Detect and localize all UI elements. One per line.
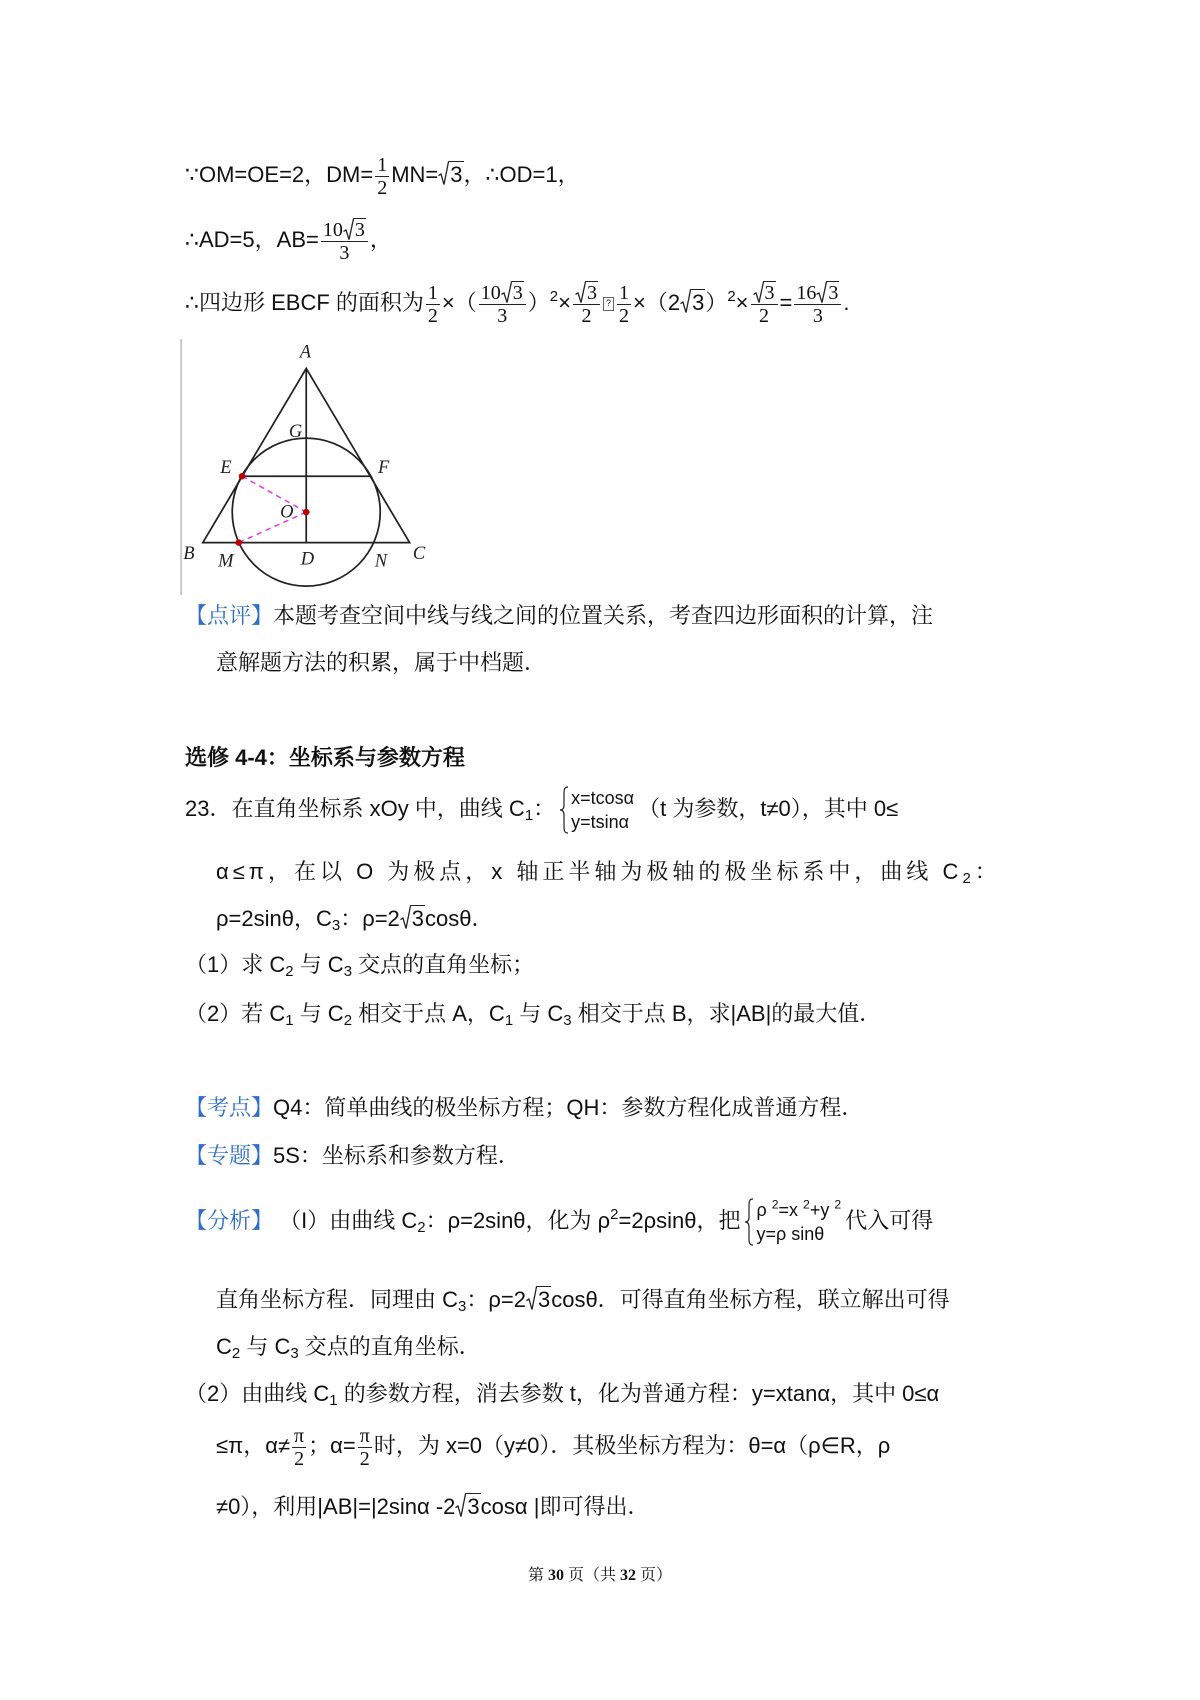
text-run: π — [359, 1424, 370, 1447]
missing-glyph-box: ? — [603, 297, 614, 311]
fraction — [617, 282, 631, 327]
text-run: 时，为 x=0（y≠0）．其极坐标方程为：θ=α（ρ∈R，ρ — [373, 1433, 891, 1458]
radical-sign-icon — [526, 1286, 537, 1311]
text-run: 3 — [339, 242, 350, 265]
text-run: 1 — [377, 153, 388, 176]
fraction-numerator — [321, 218, 368, 241]
text-run: 交点的直角坐标； — [352, 952, 535, 977]
text-run: =2ρsinθ，把 — [618, 1208, 741, 1233]
radicand: 3 — [586, 282, 597, 305]
radicand: 3 — [467, 1494, 480, 1519]
text-run: ≠0），利用|AB|= — [216, 1494, 371, 1519]
text-run: ） — [705, 290, 728, 315]
subscript: 1 — [524, 807, 534, 825]
equation-row — [756, 1222, 841, 1246]
radicand: 3 — [764, 282, 775, 305]
text-run: 3 — [497, 305, 508, 328]
text-run: （2）若 C — [185, 1001, 286, 1026]
text-run: （I）由曲线 C — [273, 1208, 418, 1233]
fraction-denominator — [479, 304, 526, 327]
text-run: 相交于点 B，求|AB|的最大值． — [571, 1001, 882, 1026]
text-run: ∴四边形 EBCF 的面积为 — [185, 290, 424, 315]
fraction-numerator — [794, 281, 841, 304]
radical-sign-icon — [680, 289, 691, 314]
subscript: 2 — [285, 963, 294, 981]
review-line-2 — [216, 648, 546, 678]
text-run: ；α= — [308, 1433, 356, 1458]
text-run: 10 — [322, 219, 343, 242]
text-run: 2 — [581, 305, 592, 328]
fraction — [375, 154, 389, 199]
text-run: （1）求 C — [185, 952, 286, 977]
equation-row — [571, 786, 634, 810]
fraction — [573, 281, 600, 327]
radical-sign-icon — [753, 281, 764, 304]
text-run: 交点的直角坐标． — [298, 1334, 481, 1359]
text-run: ，∴OD=1， — [463, 162, 580, 187]
text-run: MN= — [391, 162, 439, 187]
label-a: A — [299, 342, 312, 363]
square-root — [680, 289, 705, 314]
analysis-tag: 【分析】 — [185, 1208, 274, 1233]
superscript: 2 — [803, 1197, 810, 1212]
text-run: y=tsinα — [571, 812, 630, 833]
subscript: 3 — [458, 1298, 467, 1316]
text-run: 23．在直角坐标系 xOy 中，曲线 C — [185, 796, 525, 821]
solution-line-area — [185, 281, 850, 328]
text-run: ：ρ=2 — [466, 1287, 526, 1312]
text-run: 即可得出． — [539, 1494, 650, 1519]
subscript: 1 — [504, 1012, 514, 1030]
superscript: 2 — [727, 288, 736, 306]
square-root — [753, 281, 776, 304]
fraction — [794, 281, 841, 327]
fraction — [426, 282, 440, 327]
fraction-numerator — [358, 1425, 372, 1447]
subscript: 3 — [563, 1012, 572, 1030]
problem-line-2 — [216, 857, 1001, 887]
text-run: . — [843, 290, 850, 315]
square-root — [526, 1286, 551, 1311]
analysis-line-6 — [216, 1492, 649, 1522]
radicand: 3 — [450, 162, 463, 187]
square-root — [455, 1493, 480, 1518]
text-run: 2 — [359, 1447, 370, 1470]
analysis-line-3 — [216, 1332, 481, 1362]
analysis-line-5 — [216, 1424, 891, 1470]
analysis-line-1 — [185, 1197, 934, 1245]
fraction — [751, 281, 778, 327]
text-run: cosθ． — [425, 906, 494, 931]
geometry-figure — [180, 338, 439, 597]
review-text-2: 意解题方法的积累，属于中档题． — [216, 650, 547, 675]
text-run: 1 — [618, 281, 629, 304]
review-text-1: 本题考查空间中线与线之间的位置关系，考查四边形面积的计算，注 — [273, 603, 934, 628]
footer-middle: 页（共 — [563, 1567, 620, 1584]
review-line-1 — [185, 601, 933, 631]
zhuanti-line — [185, 1141, 520, 1171]
fraction-numerator — [573, 281, 600, 304]
radicand: 3 — [512, 282, 523, 305]
subscript: 3 — [331, 917, 341, 935]
text-run: |2sinα -2 — [370, 1494, 456, 1519]
fraction-denominator — [426, 304, 440, 327]
text-run: 2 — [294, 1447, 305, 1470]
left-brace-icon — [744, 1198, 754, 1246]
point-o — [303, 509, 310, 516]
footer-suffix: 页） — [636, 1567, 673, 1584]
fraction-numerator — [426, 282, 440, 304]
fraction-denominator — [358, 1447, 372, 1470]
text-run: ： — [533, 796, 556, 821]
problem-question-1 — [185, 950, 534, 980]
radical-sign-icon — [575, 281, 586, 304]
label-f: F — [378, 457, 390, 478]
text-run: 的参数方程，消去参数 t，化为普通方程：y=xtanα，其中 0≤α — [337, 1381, 940, 1406]
review-tag: 【点评】 — [185, 603, 274, 628]
solution-line-ad-ab — [185, 219, 392, 265]
text-run: 10 — [480, 282, 501, 305]
text-run: 1 — [427, 281, 438, 304]
superscript: 2 — [834, 1197, 842, 1212]
text-run: ×（ — [441, 290, 477, 315]
text-run: 相交于点 A，C — [352, 1001, 505, 1026]
dashed-eo — [242, 476, 306, 512]
footer-prefix: 第 — [527, 1567, 548, 1584]
page-footer — [0, 1562, 1200, 1585]
subscript: 2 — [417, 1219, 426, 1237]
text-run: ×（2 — [632, 290, 681, 315]
analysis-line-2 — [216, 1285, 950, 1315]
equation-system — [559, 786, 634, 834]
problem-line-3 — [216, 904, 494, 934]
analysis-line-4 — [185, 1379, 939, 1409]
square-root — [816, 281, 839, 304]
text-run: 2 — [618, 304, 629, 327]
superscript: 2 — [610, 1206, 619, 1224]
fraction-denominator — [617, 304, 631, 327]
text-run: α≤π，在以 O 为极点，x 轴正半轴为极轴的极坐标系中，曲线 C — [216, 859, 963, 884]
label-d: D — [300, 549, 315, 570]
subscript: 3 — [343, 963, 353, 981]
text-run: × — [558, 290, 571, 315]
text-run: ：ρ=2 — [340, 906, 400, 931]
text-run: ：ρ=2sinθ，化为 ρ — [425, 1208, 611, 1233]
text-run: 与 C — [293, 1001, 344, 1026]
radical-sign-icon — [343, 218, 354, 241]
point-e — [239, 473, 246, 480]
text-run: ρ — [756, 1200, 772, 1221]
text-run: 2 — [377, 176, 388, 199]
superscript: 2 — [771, 1197, 779, 1212]
subscript: 2 — [343, 1012, 353, 1030]
superscript: 2 — [549, 288, 559, 306]
text-run: cosθ．可得直角坐标方程，联立解出可得 — [551, 1287, 950, 1312]
footer-page-number: 30 — [547, 1567, 564, 1584]
solution-line-om-oe — [185, 153, 580, 199]
text-run: （t 为参数，t≠0），其中 0≤ — [638, 796, 899, 821]
label-e: E — [220, 457, 232, 478]
square-root — [343, 218, 366, 241]
fraction-denominator — [375, 176, 389, 199]
text-run: × — [735, 290, 749, 315]
square-root — [438, 161, 463, 186]
label-o: O — [280, 502, 294, 523]
footer-total-pages: 32 — [620, 1567, 636, 1584]
equation-row — [756, 1198, 841, 1222]
fraction-numerator — [617, 282, 631, 304]
text-run: cosα | — [480, 1494, 540, 1519]
equation-row — [571, 810, 634, 834]
text-run: y=ρ sinθ — [756, 1224, 825, 1245]
text-run: ， — [369, 227, 392, 252]
fraction — [292, 1425, 306, 1470]
problem-question-2 — [185, 999, 881, 1029]
equation-system — [744, 1198, 841, 1246]
label-m: M — [218, 551, 234, 572]
subscript: 1 — [285, 1012, 294, 1030]
radical-sign-icon — [501, 281, 512, 304]
text-run: ≤π，α≠ — [216, 1433, 291, 1458]
fraction — [358, 1425, 372, 1470]
fraction-numerator — [292, 1425, 306, 1447]
fraction-denominator — [751, 304, 778, 327]
square-root — [575, 281, 598, 304]
zhuanti-tag: 【专题】 — [185, 1143, 274, 1168]
text-run: 2 — [427, 304, 438, 327]
text-run: = — [779, 290, 793, 315]
text-run: x=tcosα — [571, 788, 635, 809]
text-run: ∴AD=5，AB= — [185, 227, 319, 252]
radicand: 3 — [828, 282, 839, 305]
subscript: 1 — [329, 1392, 338, 1410]
text-run: ρ=2sinθ，C — [216, 906, 332, 931]
text-run: 代入可得 — [845, 1208, 934, 1233]
kaodian-tag: 【考点】 — [185, 1095, 274, 1120]
fraction-numerator — [375, 154, 389, 176]
left-brace-icon — [559, 786, 569, 834]
text-run: 16 — [796, 282, 817, 305]
fraction — [479, 281, 526, 327]
text-run: 2 — [759, 305, 770, 328]
label-g: G — [288, 422, 303, 443]
square-root — [400, 905, 425, 930]
text-run: 与 C — [293, 952, 344, 977]
text-run: =x — [778, 1200, 804, 1221]
radicand: 3 — [411, 906, 425, 931]
text-run: 与 C — [513, 1001, 564, 1026]
text-run: π — [294, 1424, 305, 1447]
radical-sign-icon — [438, 161, 449, 186]
fraction-numerator — [479, 281, 526, 304]
text-run: 直角坐标方程．同理由 C — [216, 1287, 459, 1312]
dashed-om — [239, 512, 306, 542]
radicand: 3 — [692, 290, 705, 315]
kaodian-line — [185, 1093, 863, 1123]
zhuanti-text: 5S：坐标系和参数方程． — [273, 1143, 520, 1168]
text-run: C — [216, 1334, 232, 1359]
fraction-denominator — [292, 1447, 306, 1470]
text-run: 3 — [812, 305, 823, 328]
kaodian-text: Q4：简单曲线的极坐标方程；QH：参数方程化成普通方程． — [273, 1095, 864, 1120]
radicand: 3 — [354, 219, 365, 242]
radical-sign-icon — [816, 281, 827, 304]
label-c: C — [412, 543, 426, 564]
text-run: 与 C — [240, 1334, 291, 1359]
label-n: N — [374, 551, 388, 572]
text-run: ） — [527, 290, 550, 315]
fraction-denominator — [321, 241, 368, 264]
text-run: （2）由曲线 C — [185, 1381, 330, 1406]
subscript: 2 — [231, 1345, 241, 1363]
square-root — [501, 281, 524, 304]
subscript: 3 — [290, 1345, 299, 1363]
radical-sign-icon — [455, 1493, 466, 1518]
text-run: +y — [809, 1200, 835, 1221]
fraction-denominator — [794, 304, 841, 327]
subscript: 2 — [962, 870, 975, 888]
fraction — [321, 218, 368, 264]
radicand: 3 — [537, 1287, 551, 1312]
fraction-denominator — [573, 304, 600, 327]
problem-line-1 — [185, 788, 899, 833]
section-title: 选修 4-4：坐标系与参数方程 — [185, 745, 465, 770]
text-run: ： — [974, 859, 1001, 884]
text-run: ∵OM=OE=2，DM= — [185, 162, 374, 187]
point-m — [236, 539, 243, 546]
label-b: B — [183, 543, 195, 564]
fraction-numerator — [751, 281, 778, 304]
radical-sign-icon — [400, 905, 411, 930]
